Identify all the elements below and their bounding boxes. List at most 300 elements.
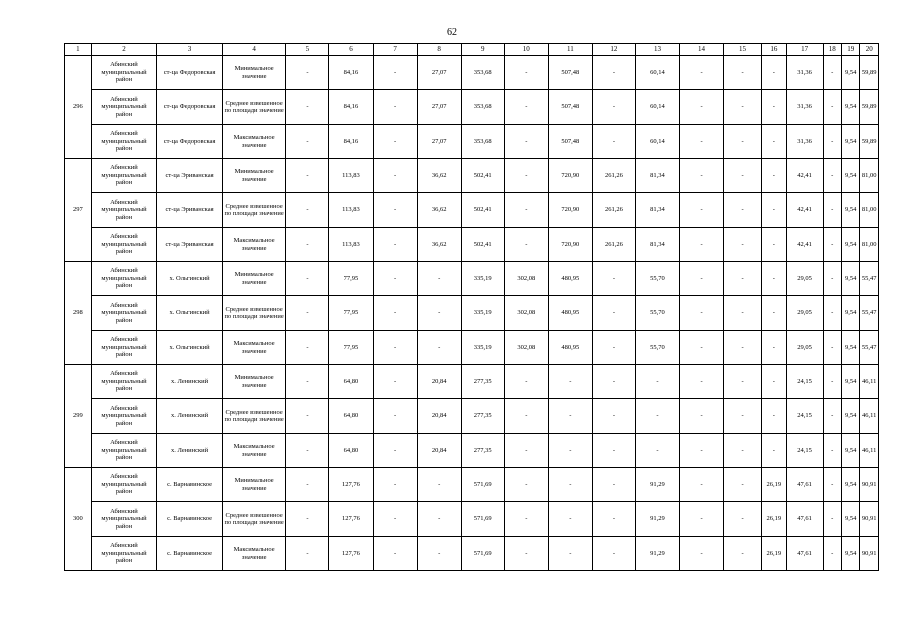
table-cell: - [504, 434, 548, 468]
table-cell: Абинский муниципальный район [91, 125, 157, 159]
table-cell: - [504, 125, 548, 159]
table-cell: 26,19 [762, 537, 787, 571]
table-cell: 47,61 [786, 502, 823, 537]
table-cell: с. Варнавинское [157, 468, 223, 502]
table-cell: 29,05 [786, 331, 823, 365]
table-cell: 36,62 [417, 193, 461, 228]
table-cell: Минимальное значение [222, 159, 286, 193]
table-cell: 90,91 [860, 537, 879, 571]
table-cell: 84,16 [329, 90, 373, 125]
table-cell: ст-ца Федоровская [157, 56, 223, 90]
table-cell: 64,80 [329, 365, 373, 399]
table-cell: х. Ленинский [157, 434, 223, 468]
table-cell: 27,07 [417, 56, 461, 90]
table-row [65, 502, 879, 537]
table-cell: - [680, 468, 724, 502]
table-cell: - [504, 228, 548, 262]
table-cell: - [417, 296, 461, 331]
column-header: 10 [504, 44, 548, 56]
table-cell: 9,54 [841, 159, 859, 193]
column-header: 14 [680, 44, 724, 56]
table-cell: 127,76 [329, 468, 373, 502]
table-cell: 55,70 [635, 262, 679, 296]
table-cell: - [373, 399, 417, 434]
table-cell: 31,36 [786, 125, 823, 159]
table-cell: 353,68 [461, 90, 504, 125]
table-row [65, 537, 879, 571]
table-cell: ст-ца Федоровская [157, 125, 223, 159]
table-cell: 36,62 [417, 159, 461, 193]
table-cell: - [373, 296, 417, 331]
table-cell: 42,41 [786, 228, 823, 262]
table-cell: - [417, 537, 461, 571]
table-cell: 81,34 [635, 193, 679, 228]
column-header: 3 [157, 44, 223, 56]
table-cell: - [724, 502, 762, 537]
table-cell: 46,11 [860, 434, 879, 468]
table-cell: - [286, 399, 329, 434]
table-cell: 261,26 [592, 228, 635, 262]
table-cell: 9,54 [841, 468, 859, 502]
table-cell: Абинский муниципальный район [91, 399, 157, 434]
table-cell: - [286, 537, 329, 571]
table-cell: - [286, 125, 329, 159]
table-cell: - [724, 537, 762, 571]
row-number-cell: 300 [65, 468, 92, 571]
table-cell: 9,54 [841, 434, 859, 468]
table-cell: 480,95 [548, 296, 592, 331]
column-header: 11 [548, 44, 592, 56]
table-cell: 9,54 [841, 502, 859, 537]
table-cell: - [724, 125, 762, 159]
table-cell: - [680, 228, 724, 262]
table-cell: - [504, 90, 548, 125]
table-cell: Абинский муниципальный район [91, 434, 157, 468]
column-header: 17 [786, 44, 823, 56]
table-cell: 507,48 [548, 90, 592, 125]
table-cell: 302,08 [504, 331, 548, 365]
table-cell: - [635, 399, 679, 434]
table-cell: Абинский муниципальный район [91, 193, 157, 228]
table-cell: - [823, 228, 841, 262]
table-cell: 24,15 [786, 399, 823, 434]
table-cell: - [762, 365, 787, 399]
table-cell: 24,15 [786, 365, 823, 399]
table-cell: - [373, 228, 417, 262]
table-cell: 27,07 [417, 90, 461, 125]
table-cell: 55,47 [860, 262, 879, 296]
column-header: 1 [65, 44, 92, 56]
table-cell: - [724, 90, 762, 125]
table-cell: Абинский муниципальный район [91, 296, 157, 331]
table-cell: 91,29 [635, 537, 679, 571]
table-cell: Минимальное значение [222, 262, 286, 296]
table-cell: - [504, 502, 548, 537]
table-cell: 36,62 [417, 228, 461, 262]
column-header: 12 [592, 44, 635, 56]
table-cell: Максимальное значение [222, 125, 286, 159]
table-cell: - [373, 193, 417, 228]
table-cell: - [823, 468, 841, 502]
column-header: 5 [286, 44, 329, 56]
table-cell: Абинский муниципальный район [91, 537, 157, 571]
table-cell: - [592, 399, 635, 434]
table-cell: 480,95 [548, 262, 592, 296]
table-cell: - [373, 468, 417, 502]
table-cell: 127,76 [329, 537, 373, 571]
table-cell: - [592, 90, 635, 125]
table-cell: 91,29 [635, 468, 679, 502]
table-cell: - [823, 331, 841, 365]
row-number-cell: 298 [65, 262, 92, 365]
column-header: 7 [373, 44, 417, 56]
table-cell: - [823, 434, 841, 468]
table-row [65, 228, 879, 262]
column-header: 4 [222, 44, 286, 56]
table-cell: - [823, 90, 841, 125]
column-header: 18 [823, 44, 841, 56]
table-cell: - [548, 365, 592, 399]
table-cell: - [680, 125, 724, 159]
table-cell: 571,69 [461, 468, 504, 502]
table-cell: 9,54 [841, 56, 859, 90]
table-cell: 81,00 [860, 193, 879, 228]
table-cell: ст-ца Эриванская [157, 159, 223, 193]
table-row [65, 159, 879, 193]
table-cell: - [762, 262, 787, 296]
table-cell: - [823, 537, 841, 571]
table-cell: 127,76 [329, 502, 373, 537]
table-cell: 26,19 [762, 468, 787, 502]
table-cell: 26,19 [762, 502, 787, 537]
table-cell: 502,41 [461, 193, 504, 228]
table-cell: 77,95 [329, 296, 373, 331]
table-cell: - [762, 159, 787, 193]
table-cell: - [680, 296, 724, 331]
table-cell: 20,84 [417, 399, 461, 434]
table-cell: 64,80 [329, 434, 373, 468]
table-cell: - [724, 262, 762, 296]
table-cell: - [373, 331, 417, 365]
table-cell: - [286, 296, 329, 331]
table-cell: - [548, 468, 592, 502]
table-cell: - [680, 502, 724, 537]
table-cell: - [680, 159, 724, 193]
table-cell: - [373, 56, 417, 90]
table-cell: - [680, 331, 724, 365]
table-cell: 9,54 [841, 296, 859, 331]
table-cell: - [724, 193, 762, 228]
table-cell: 502,41 [461, 228, 504, 262]
table-cell: - [635, 365, 679, 399]
table-cell: 9,54 [841, 228, 859, 262]
table-cell: - [548, 399, 592, 434]
table-cell: - [504, 537, 548, 571]
table-cell: 42,41 [786, 193, 823, 228]
table-cell: 46,11 [860, 365, 879, 399]
table-row [65, 90, 879, 125]
table-cell: - [417, 502, 461, 537]
table-cell: - [373, 159, 417, 193]
table-cell: Среднее взвешенное по площади значение [222, 193, 286, 228]
table-cell: х. Ольгинский [157, 262, 223, 296]
table-cell: - [373, 90, 417, 125]
table-cell: 90,91 [860, 468, 879, 502]
table-cell: 502,41 [461, 159, 504, 193]
table-cell: - [286, 56, 329, 90]
table-cell: ст-ца Федоровская [157, 90, 223, 125]
table-cell: 261,26 [592, 193, 635, 228]
table-cell: Абинский муниципальный район [91, 331, 157, 365]
table-cell: - [592, 56, 635, 90]
table-cell: 353,68 [461, 56, 504, 90]
table-cell: Максимальное значение [222, 434, 286, 468]
data-table [64, 43, 879, 571]
table-row [65, 296, 879, 331]
table-cell: - [680, 90, 724, 125]
table-cell: - [592, 296, 635, 331]
table-cell: - [823, 399, 841, 434]
table-cell: Максимальное значение [222, 537, 286, 571]
table-cell: - [286, 468, 329, 502]
table-cell: 55,47 [860, 331, 879, 365]
table-cell: 29,05 [786, 296, 823, 331]
table-cell: Среднее взвешенное по площади значение [222, 502, 286, 537]
table-cell: - [548, 502, 592, 537]
table-cell: 60,14 [635, 125, 679, 159]
table-cell: 77,95 [329, 331, 373, 365]
table-cell: 47,61 [786, 537, 823, 571]
table-cell: 81,00 [860, 228, 879, 262]
table-cell: - [286, 331, 329, 365]
table-cell: 55,47 [860, 296, 879, 331]
table-cell: - [680, 262, 724, 296]
table-cell: х. Ольгинский [157, 296, 223, 331]
table-cell: - [417, 468, 461, 502]
table-cell: Абинский муниципальный район [91, 56, 157, 90]
table-cell: - [373, 365, 417, 399]
table-cell: - [504, 56, 548, 90]
table-cell: - [548, 434, 592, 468]
table-cell: 59,89 [860, 125, 879, 159]
table-cell: - [762, 296, 787, 331]
table-cell: х. Ольгинский [157, 331, 223, 365]
page-number: 62 [447, 27, 457, 38]
table-cell: - [286, 228, 329, 262]
table-row [65, 193, 879, 228]
table-cell: - [504, 365, 548, 399]
table-cell: - [724, 228, 762, 262]
table-cell: Абинский муниципальный район [91, 502, 157, 537]
table-row [65, 434, 879, 468]
table-cell: - [504, 399, 548, 434]
table-cell: 9,54 [841, 365, 859, 399]
table-cell: Максимальное значение [222, 331, 286, 365]
table-cell: - [680, 537, 724, 571]
table-cell: 91,29 [635, 502, 679, 537]
table-cell: 261,26 [592, 159, 635, 193]
table-cell: х. Ленинский [157, 365, 223, 399]
table-cell: 81,00 [860, 159, 879, 193]
table-cell: 335,19 [461, 331, 504, 365]
table-cell: - [823, 56, 841, 90]
table-cell: - [592, 262, 635, 296]
table-cell: 507,48 [548, 56, 592, 90]
table-cell: - [823, 365, 841, 399]
table-cell: - [724, 331, 762, 365]
table-cell: 47,61 [786, 468, 823, 502]
table-cell: - [286, 90, 329, 125]
table-cell: - [680, 56, 724, 90]
table-cell: - [286, 365, 329, 399]
table-cell: 55,70 [635, 296, 679, 331]
table-cell: 90,91 [860, 502, 879, 537]
table-cell: Абинский муниципальный район [91, 262, 157, 296]
table-cell: 24,15 [786, 434, 823, 468]
table-cell: - [373, 502, 417, 537]
table-cell: х. Ленинский [157, 399, 223, 434]
table-cell: 720,90 [548, 193, 592, 228]
table-cell: - [592, 468, 635, 502]
table-cell: - [286, 262, 329, 296]
row-number-cell: 297 [65, 159, 92, 262]
table-cell: 113,83 [329, 228, 373, 262]
table-row [65, 399, 879, 434]
table-row [65, 125, 879, 159]
table-cell: - [823, 296, 841, 331]
table-cell: - [762, 125, 787, 159]
row-number-cell: 296 [65, 56, 92, 159]
column-header: 9 [461, 44, 504, 56]
table-cell: Среднее взвешенное по площади значение [222, 296, 286, 331]
table-cell: 42,41 [786, 159, 823, 193]
table-cell: 84,16 [329, 56, 373, 90]
table-cell: 29,05 [786, 262, 823, 296]
table-cell: - [286, 193, 329, 228]
table-cell: Среднее взвешенное по площади значение [222, 399, 286, 434]
table-cell: 64,80 [329, 399, 373, 434]
column-header: 20 [860, 44, 879, 56]
table-cell: 59,89 [860, 90, 879, 125]
table-cell: - [592, 125, 635, 159]
table-cell: - [823, 125, 841, 159]
table-cell: - [680, 399, 724, 434]
table-cell: 9,54 [841, 262, 859, 296]
table-cell: Среднее взвешенное по площади значение [222, 90, 286, 125]
table-cell: - [680, 434, 724, 468]
table-cell: - [762, 399, 787, 434]
table-cell: 277,35 [461, 365, 504, 399]
table-cell: - [504, 468, 548, 502]
table-cell: - [592, 365, 635, 399]
table-cell: 302,08 [504, 296, 548, 331]
table-cell: - [373, 537, 417, 571]
table-cell: ст-ца Эриванская [157, 193, 223, 228]
table-cell: Абинский муниципальный район [91, 468, 157, 502]
table-cell: - [592, 434, 635, 468]
table-cell: - [762, 90, 787, 125]
table-cell: 20,84 [417, 365, 461, 399]
table-cell: 335,19 [461, 262, 504, 296]
table-cell: 277,35 [461, 399, 504, 434]
table-cell: - [592, 502, 635, 537]
table-cell: - [504, 159, 548, 193]
table-cell: - [680, 193, 724, 228]
table-cell: - [286, 159, 329, 193]
column-header: 2 [91, 44, 157, 56]
table-cell: - [724, 399, 762, 434]
table-cell: - [724, 56, 762, 90]
column-header: 19 [841, 44, 859, 56]
column-header: 13 [635, 44, 679, 56]
table-cell: с. Варнавинское [157, 537, 223, 571]
table-cell: 113,83 [329, 159, 373, 193]
table-cell: 46,11 [860, 399, 879, 434]
table-cell: 353,68 [461, 125, 504, 159]
table-cell: 27,07 [417, 125, 461, 159]
table-cell: - [373, 262, 417, 296]
table-cell: 720,90 [548, 228, 592, 262]
table-cell: 55,70 [635, 331, 679, 365]
table-cell: 277,35 [461, 434, 504, 468]
table-row [65, 468, 879, 502]
table-cell: - [724, 159, 762, 193]
table-cell: 571,69 [461, 537, 504, 571]
table-cell: 9,54 [841, 399, 859, 434]
header-row [65, 44, 879, 56]
table-cell: - [724, 296, 762, 331]
table-cell: 59,89 [860, 56, 879, 90]
column-header: 16 [762, 44, 787, 56]
table-cell: 81,34 [635, 159, 679, 193]
table-cell: 77,95 [329, 262, 373, 296]
table-cell: 60,14 [635, 56, 679, 90]
table-cell: с. Варнавинское [157, 502, 223, 537]
table-cell: - [823, 159, 841, 193]
table-cell: Минимальное значение [222, 56, 286, 90]
table-cell: 31,36 [786, 56, 823, 90]
table-cell: - [548, 537, 592, 571]
table-cell: 571,69 [461, 502, 504, 537]
table-cell: 9,54 [841, 537, 859, 571]
column-header: 6 [329, 44, 373, 56]
table-row [65, 365, 879, 399]
table-cell: 507,48 [548, 125, 592, 159]
table-cell: 9,54 [841, 90, 859, 125]
column-header: 15 [724, 44, 762, 56]
row-number-cell: 299 [65, 365, 92, 468]
table-cell: - [417, 331, 461, 365]
table-cell: - [373, 125, 417, 159]
table-cell: Минимальное значение [222, 468, 286, 502]
table-cell: - [762, 193, 787, 228]
table-cell: - [762, 228, 787, 262]
table-row [65, 56, 879, 90]
table-cell: - [592, 537, 635, 571]
table-cell: - [762, 56, 787, 90]
table-row [65, 262, 879, 296]
table-cell: - [823, 502, 841, 537]
table-cell: ст-ца Эриванская [157, 228, 223, 262]
table-cell: Абинский муниципальный район [91, 159, 157, 193]
table-cell: 302,08 [504, 262, 548, 296]
table-cell: - [286, 502, 329, 537]
table-cell: 60,14 [635, 90, 679, 125]
table-cell: 335,19 [461, 296, 504, 331]
table-cell: - [724, 365, 762, 399]
table-cell: Минимальное значение [222, 365, 286, 399]
table-cell: Абинский муниципальный район [91, 90, 157, 125]
